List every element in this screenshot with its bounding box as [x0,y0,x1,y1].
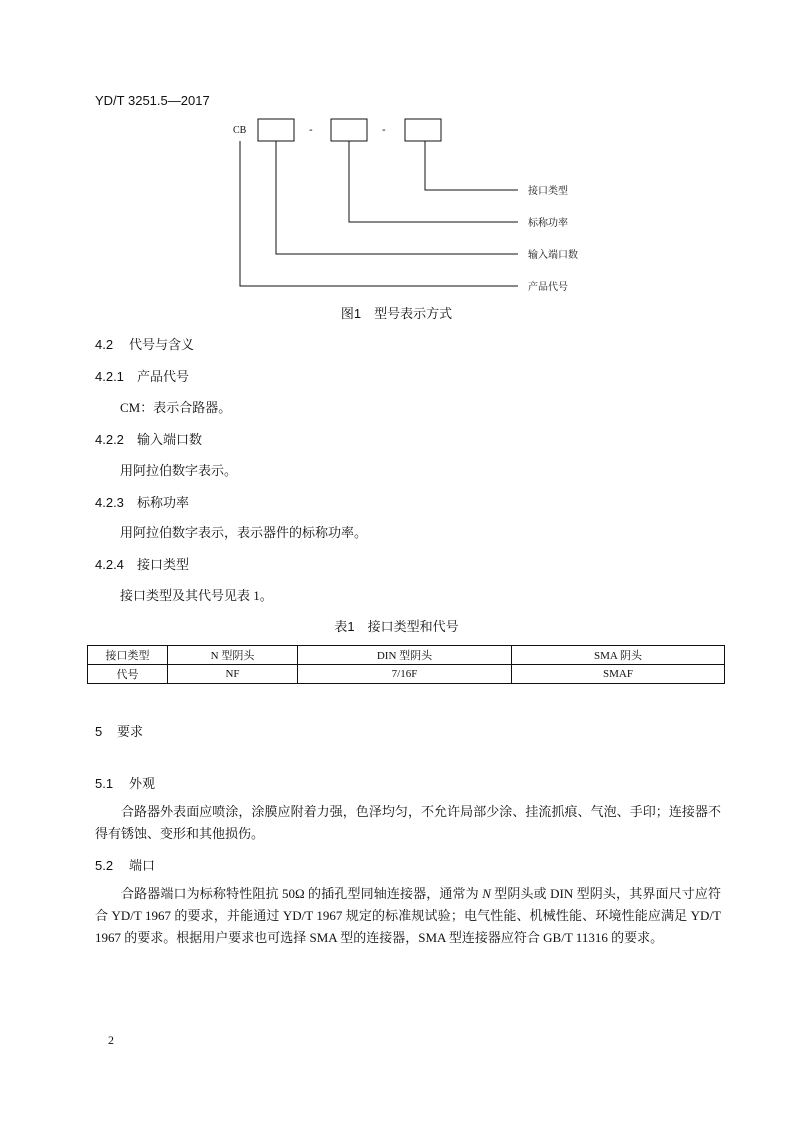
section-title: 接口类型 [137,557,190,572]
diagram-box-power [331,119,367,141]
table-cell: SMAF [512,665,725,684]
document-header: YD/T 3251.5—2017 [95,93,210,108]
diagram-label-ports: 输入端口数 [528,250,578,261]
diagram-label-interface: 接口类型 [528,186,568,197]
table-cell: 接口类型 [88,646,168,665]
leader-line-interface [425,141,518,190]
section-title: 代号与含义 [129,337,195,352]
table-cell: DIN 型阴头 [298,646,512,665]
paragraph-4-2-3: 用阿拉伯数字表示，表示器件的标称功率。 [120,525,368,540]
section-number: 4.2.3 [95,495,124,510]
section-number: 5.1 [95,776,114,791]
diagram-separator: - [382,124,386,136]
section-title: 输入端口数 [137,432,203,447]
paragraph-4-2-4: 接口类型及其代号见表 1。 [120,588,273,603]
figure-caption: 图1 型号表示方式 [340,306,453,321]
section-heading-5 [95,721,143,740]
section-number: 4.2.4 [95,557,124,572]
paragraph-4-2-1: CM：表示合路器。 [120,400,232,415]
diagram-prefix: CB [233,125,247,136]
section-title: 外观 [129,776,156,791]
section-heading-4-2 [95,334,194,353]
paragraph-text: 型阴头或 DIN 型阴头，其界面尺寸应符合 YD/T 1967 的要求，并能通过 YD/T 1967 规定的标准规试验；电气性能、机械性能、环境性能应满足 YD/T 1967 的要求。根据用户要求也可选择 SMA 型的连接器，SMA 型连接器应符合 GB/T 11316 的要求。 [95,886,721,945]
section-number: 5.2 [95,858,114,873]
paragraph-text-italic: N [482,886,491,901]
diagram-separator: - [309,124,313,136]
section-title: 产品代号 [137,369,190,384]
table-caption: 表1 接口类型和代号 [334,619,459,634]
diagram-label-power: 标称功率 [528,218,568,229]
section-heading-4-2-3 [95,492,189,511]
model-designation-diagram [0,0,793,300]
paragraph-4-2-2: 用阿拉伯数字表示。 [120,463,238,478]
table-cell: SMA 阴头 [512,646,725,665]
section-title: 要求 [117,724,144,739]
table-cell: N 型阴头 [168,646,298,665]
paragraph-5-1: 合路器外表面应喷涂，涂膜应附着力强，色泽均匀，不允许局部少涂、挂流抓痕、气泡、手印；连接器不得有锈蚀、变形和其他损伤。 [95,804,721,841]
section-number: 4.2.2 [95,432,124,447]
section-number: 4.2.1 [95,369,124,384]
diagram-label-product: 产品代号 [528,282,568,293]
table-cell: NF [168,665,298,684]
leader-line-power [349,141,518,222]
paragraph-text: 合路器端口为标称特性阻抗 50Ω 的插孔型同轴连接器，通常为 [121,886,483,901]
leader-line-ports [276,141,518,254]
section-heading-4-2-2 [95,429,202,448]
table-cell: 7/16F [298,665,512,684]
diagram-box-interface [405,119,441,141]
paragraph-5-2 [95,883,721,949]
table-row [88,646,725,665]
section-title: 端口 [129,858,156,873]
section-heading-5-1 [95,773,155,792]
leader-line-product [240,141,518,286]
diagram-box-ports [258,119,294,141]
section-heading-4-2-4 [95,554,189,573]
page-number: 2 [108,1033,114,1047]
table-row [88,665,725,684]
section-title: 标称功率 [137,495,190,510]
section-number: 4.2 [95,337,114,352]
section-heading-5-2 [95,855,155,874]
section-heading-4-2-1 [95,366,189,385]
interface-type-table [87,645,725,684]
section-number: 5 [95,724,103,739]
table-cell: 代号 [88,665,168,684]
